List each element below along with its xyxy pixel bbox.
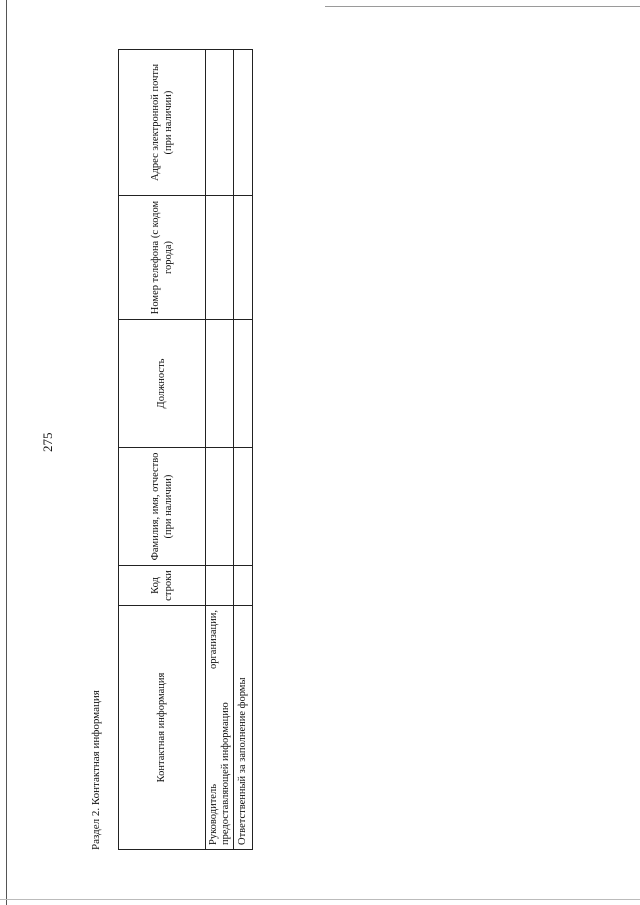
header-contact-info: Контактная информация bbox=[119, 606, 206, 850]
row-label-head bbox=[206, 606, 234, 850]
scan-edge-top bbox=[325, 6, 640, 7]
header-phone: Номер телефона (с кодом города) bbox=[119, 196, 206, 320]
cell-email[interactable] bbox=[234, 50, 253, 196]
cell-email[interactable] bbox=[206, 50, 234, 196]
cell-full-name[interactable] bbox=[206, 448, 234, 566]
header-position: Должность bbox=[119, 320, 206, 448]
cell-position[interactable] bbox=[234, 320, 253, 448]
row-label-part: предоставляющей информацию bbox=[219, 702, 231, 845]
page-number: 275 bbox=[40, 432, 55, 452]
cell-phone[interactable] bbox=[206, 196, 234, 320]
rotated-page-content bbox=[40, 40, 249, 850]
contact-info-table bbox=[118, 49, 253, 850]
scan-edge-left bbox=[6, 0, 7, 905]
scan-edge-bottom bbox=[0, 899, 640, 900]
section-title: Раздел 2. Контактная информация bbox=[90, 690, 102, 850]
row-label-responsible: Ответственный за заполнение формы bbox=[234, 606, 253, 850]
header-email: Адрес электронной почты (при наличии) bbox=[119, 50, 206, 196]
row-label-part: организации, bbox=[208, 610, 219, 669]
cell-row-code[interactable] bbox=[234, 566, 253, 606]
header-row-code: Код строки bbox=[119, 566, 206, 606]
cell-full-name[interactable] bbox=[234, 448, 253, 566]
header-full-name: Фамилия, имя, отчество (при наличии) bbox=[119, 448, 206, 566]
row-label-part: Руководитель bbox=[208, 784, 219, 845]
table-row bbox=[206, 50, 234, 850]
cell-phone[interactable] bbox=[234, 196, 253, 320]
table-header-row bbox=[119, 50, 206, 850]
cell-row-code[interactable] bbox=[206, 566, 234, 606]
cell-position[interactable] bbox=[206, 320, 234, 448]
table-row bbox=[234, 50, 253, 850]
